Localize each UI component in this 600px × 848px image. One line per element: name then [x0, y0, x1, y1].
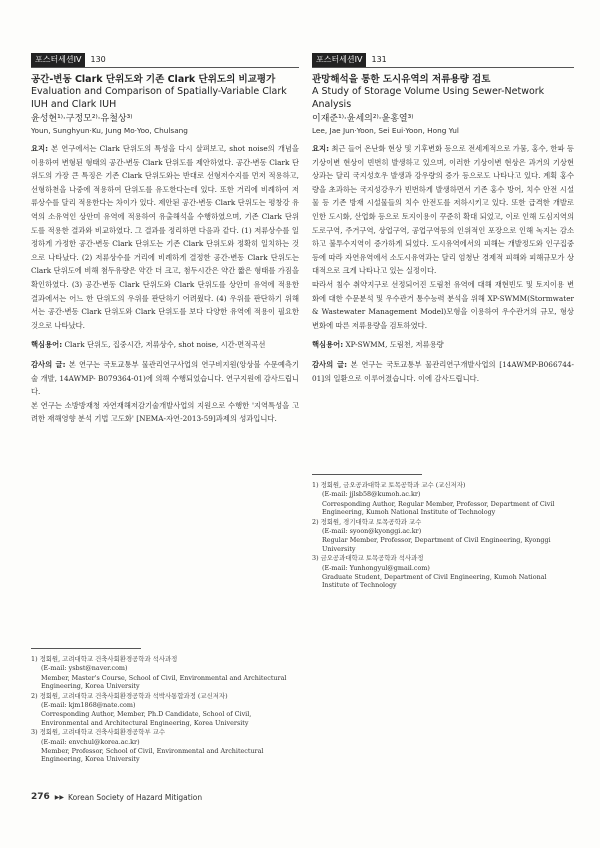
authors-korean: 이재준¹⁾·윤세의²⁾·윤홍열³⁾	[312, 114, 414, 124]
abstract	[312, 142, 574, 278]
footnote-2: 2) 정회원, 경기대학교 토목공학과 교수	[312, 517, 422, 526]
footnote-3-email: (E-mail: Yunhongyul@gmail.com)	[322, 563, 430, 572]
footnote-2-affiliation: Regular Member, Professor, Department of Civil Engineering, Kyonggi University	[322, 536, 551, 553]
left-article	[31, 52, 299, 426]
footnote-1-email: (E-mail: ysbst@naver.com)	[41, 664, 128, 673]
abstract	[31, 142, 299, 332]
ack-text: 본 연구는 국토교통부 물관리연구사업의 연구비지원(앙상블 수문예측기술 개발, 14AWMP- B079364-01)에 의해 수행되었습니다. 연구지원에 감사드립니다.	[31, 359, 300, 397]
footnote-2-affiliation: Corresponding Author, Member, Ph.D Candidate, School of Civil, Environmental and Architectural Engineering, Korea University	[41, 710, 252, 727]
keywords-text: XP-SWMM, 도림천, 저류용량	[345, 340, 444, 350]
left-footnotes	[31, 648, 299, 765]
title-korean: 공간-변동 Clark 단위도와 기존 Clark 단위도의 비교평가	[31, 74, 276, 85]
footnote-1-affiliation: Member, Master's Course, School of Civil, Environmental and Architectural Engineering, Korea University	[41, 673, 287, 691]
footnote-divider	[31, 648, 141, 649]
footnote-2-email: (E-mail: kjm1868@nate.com)	[41, 701, 136, 710]
abstract-label: 요지:	[312, 144, 330, 153]
footnote-1: 1) 정회원, 금오공과대학교 토목공학과 교수 (교신저자)	[312, 481, 466, 489]
page-number: 276	[31, 792, 50, 802]
abstract-text: 본 연구에서는 Clark 단위도의 특성을 다시 살펴보고, shot noise의 개념을 이용하여 변형된 형태의 공간-변동 Clark 단위도를 제안하였다. 공간-변동 Clark 단위도의 가장 큰 특징은 기존 Clark 단위도와는 반대로 선형저수지를 먼저 적용하고, 선형하천을 나중에 적용하여 단위도를 유도한다는데 있다. 또한 거리에 비례하여 저류상수를 달리 적용한다는 차이가 있다. 제안된 공간-변동 Clark 단위도는 평창강 유역의 소유역인 상안미 유역에 적용하여 유출해석을 수행하였으며, 기존 Clark 단위도를 적용한 결과와 비교하였다. 그 결과를 정리하면 다음과 같다. (1) 저류상수를 일정하게 가정한 공간-변동 Clark 단위도는 기존 Clark 단위도와 정확히 일치하는 것으로 나타났다. (2) 저류상수를 거리에 비례하게 결정한 공간-변동 Clark 단위도는 Clark 단위도에 비해 첨두유량은 약간 더 크고, 첨두시간은 약간 짧은 형태를 가짐을 확인하였다. (3) 공간-변동 Clark 단위도와 Clark 단위도를 상안미 유역에 적용한 결과에서는 어느 한 단위도의 우위를 판단하기 어려웠다. (4) 우위를 판단하기 위해서는 공간-변동 Clark 단위도와 Clark 단위도를 보다 다양한 유역에 적용이 필요한 것으로 나타났다.	[31, 144, 299, 330]
right-article	[312, 52, 574, 385]
session-header	[312, 52, 574, 68]
abstract-label: 요지:	[31, 144, 49, 153]
footnote-1-email: (E-mail: jjlsb58@kumoh.ac.kr)	[322, 490, 421, 499]
acknowledgement-2: 본 연구는 소방방재청 자연재해저감기술개발사업의 지원으로 수행한 '지역특성을 고려한 재해영향 분석 기법 고도화' [NEMA-자연-2013-59]과제의 성과입니다.	[31, 400, 299, 424]
acknowledgement	[312, 358, 574, 385]
authors-english: Lee, Jae Jun·Yoon, Sei Eui·Yoon, Hong Yul	[312, 126, 459, 135]
keywords-text: Clark 단위도, 집중시간, 저류상수, shot noise, 시간-면적곡선	[64, 340, 266, 350]
right-footnotes	[312, 474, 574, 591]
session-header	[31, 52, 299, 68]
footnote-2: 2) 정회원, 고려대학교 건축사회환경공학과 석박사통합과정 (교신저자)	[31, 691, 228, 700]
footnote-3: 3) 정회원, 고려대학교 건축사회환경공학부 교수	[31, 728, 166, 737]
footnote-3-affiliation: Graduate Student, Department of Civil Engineering, Kumoh National Institute of Technology	[322, 573, 547, 590]
title-english: Evaluation and Comparison of Spatially-Variable Clark IUH and Clark IUH	[31, 86, 287, 110]
authors-korean: 윤성현¹⁾·구정모²⁾·유철상³⁾	[31, 114, 133, 124]
footnote-1-affiliation: Corresponding Author, Regular Member, Professor, Department of Civil Engineering, Kumoh National Institute of Technology	[322, 499, 555, 517]
authors-english: Youn, Sunghyun·Ku, Jung Mo·Yoo, Chulsang	[31, 126, 188, 135]
keywords-label: 핵심용어:	[312, 340, 344, 350]
session-tag: 포스터세션IV	[31, 53, 85, 67]
page-footer	[31, 792, 202, 802]
acknowledgement	[31, 358, 299, 399]
arrow-icon: ▶▶	[54, 793, 65, 801]
keywords	[312, 338, 574, 352]
session-tag: 포스터세션IV	[312, 53, 366, 67]
footnote-3-email: (E-mail: envchul@korea.ac.kr)	[41, 737, 140, 746]
ack-text: 본 연구는 국토교통부 물관리연구개발사업의 [14AWMP-B066744-01]의 일환으로 이루어졌습니다. 이에 감사드립니다.	[312, 359, 574, 383]
ack-label: 감사의 글:	[31, 359, 66, 369]
abstract-text: 최근 들어 온난화 현상 및 기후변화 등으로 전세계적으로 가뭄, 홍수, 한파 등 기상이변 현상이 빈번히 발생하고 있으며, 이러한 기상이변 현상은 과거의 기상현상과는 달리 국지성호우 발생과 강우량의 증가 등으로도 나타나고 있다. 계획 홍수량을 초과하는 국지성강우가 빈번하게 발생하면서 기존 홍수 방어, 치수 안전 시설물 등 기존 방재 시설물들의 치수 안전도를 저하시키고 있다. 또한 급격한 개발로 인한 도시화, 산업화 등으로 토지이용이 꾸준히 확대 되었고, 이로 인해 도심지역의 도로구역, 주거구역, 상업구역, 공업구역등의 인위적인 포장으로 인해 녹지는 감소하고 불투수지역이 증가하게 되었다. 도시유역에서의 피해는 개발정도와 인구집중 등에 따라 자연유역에서 소도시유역과는 달리 엄청난 경제적 피해와 피해규모가 상대적으로 크게 나타나고 있는 실정이다.	[312, 144, 574, 276]
journal-name: Korean Society of Hazard Mitigation	[68, 792, 203, 802]
footnote-1: 1) 정회원, 고려대학교 건축사회환경공학과 석사과정	[31, 655, 178, 663]
title-korean: 관망해석을 통한 도시유역의 저류용량 검토	[312, 74, 491, 85]
article-number: 131	[371, 55, 387, 64]
footnote-divider	[312, 474, 422, 475]
ack-label: 감사의 글:	[312, 359, 347, 369]
footnote-3: 3) 금오공과대학교 토목공학과 석사과정	[312, 554, 424, 563]
article-number: 130	[90, 55, 106, 64]
title-english: A Study of Storage Volume Using Sewer-Network Analysis	[312, 86, 545, 110]
footnote-2-email: (E-mail: syoon@kyonggi.ac.kr)	[322, 527, 422, 536]
footnote-3-affiliation: Member, Professor, School of Civil, Environmental and Architectural Engineering, Korea University	[41, 747, 264, 764]
keywords-label: 핵심용어:	[31, 340, 63, 350]
keywords	[31, 338, 299, 352]
abstract-2: 따라서 침수 취약지구로 선정되어진 도림천 유역에 대해 재현빈도 및 토지이용 변화에 대한 수문분석 및 우수관거 통수능력 분석을 위해 XP-SWMM(Stormwater & Wastewater Management Model)모형을 이용하여 우수관거의 규모, 형상 변화에 따른 저류용량을 검토하였다.	[312, 279, 574, 330]
